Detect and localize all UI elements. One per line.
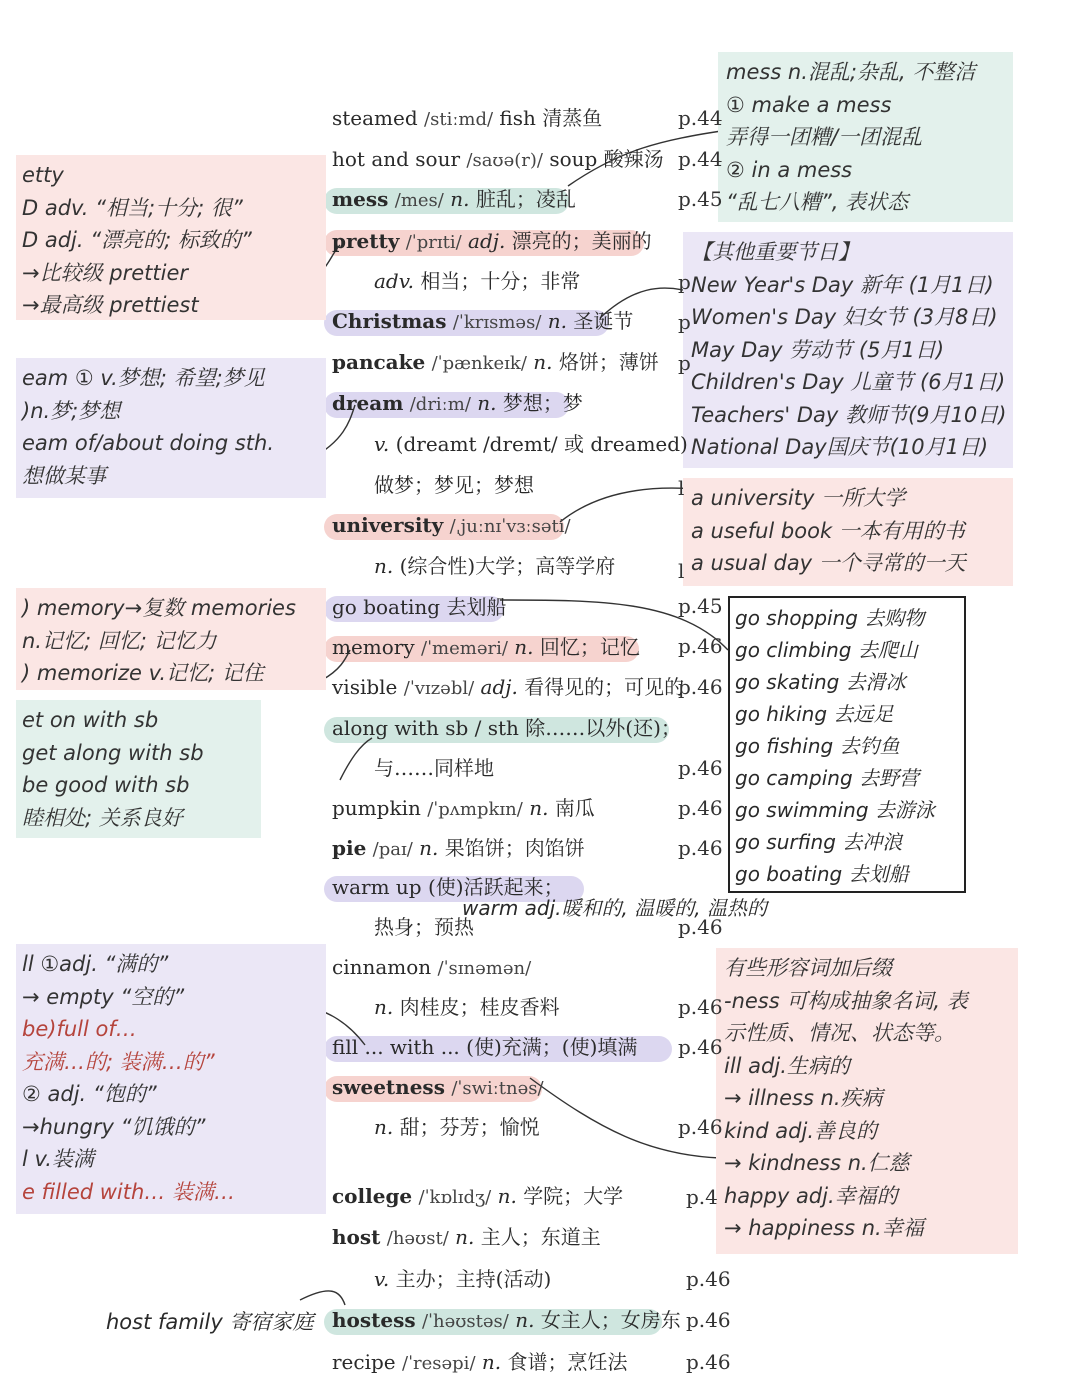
- card-line: ) memorize v.记忆; 记住: [22, 661, 264, 685]
- vocab-entry: [374, 429, 688, 459]
- card-line: 睦相处; 关系良好: [22, 805, 183, 830]
- entry-word: dream: [332, 391, 404, 415]
- go-activity-item: go fishing 去钓鱼: [735, 734, 900, 758]
- page-reference: p.46: [678, 836, 723, 860]
- card-ness-notes: [716, 948, 1018, 1254]
- entry-word: Christmas: [332, 309, 447, 333]
- card-line: eam ① v.梦想; 希望;梦见: [22, 366, 265, 390]
- card-line: D adj. “漂亮的; 标致的”: [22, 228, 252, 252]
- card-line: →比较级 prettier: [22, 260, 189, 285]
- card-line: eam of/about doing sth.: [22, 431, 274, 455]
- entry-pronunciation: /ˈhəʊstəs/: [421, 1311, 509, 1332]
- entry-meaning: 食谱；烹饪法: [507, 1350, 628, 1374]
- page-reference: p.46: [686, 1350, 731, 1374]
- entry-meaning: (综合性)大学；高等学府: [399, 554, 616, 578]
- card-line: a university 一所大学: [691, 486, 906, 510]
- entry-meaning: 脏乱；凌乱: [475, 187, 576, 211]
- page-reference: p: [678, 351, 691, 375]
- entry-part-of-speech: n.: [374, 1115, 394, 1139]
- card-line: 想做某事: [22, 463, 106, 488]
- card-line: ll ①adj. “满的”: [22, 952, 169, 976]
- connector-along-with: [340, 738, 372, 780]
- entry-pronunciation: /saʊə(r)/: [466, 150, 543, 171]
- entry-part-of-speech: adj.: [468, 229, 506, 253]
- vocab-entry: [374, 551, 615, 581]
- vocab-entry: [374, 1112, 540, 1142]
- entry-word: mess: [332, 187, 389, 211]
- vocab-entry: [332, 1347, 627, 1377]
- vocab-entry: [374, 753, 494, 783]
- entry-part-of-speech: n.: [374, 554, 394, 578]
- entry-word: sweetness: [332, 1075, 445, 1099]
- entry-word: memory: [332, 635, 415, 659]
- card-line: ② adj. “饱的”: [22, 1082, 157, 1106]
- go-activity-item: go surfing 去冲浪: [735, 830, 903, 854]
- card-line: a usual day 一个寻常的一天: [691, 551, 966, 575]
- entry-pronunciation: /stiːmd/: [424, 109, 494, 130]
- vocab-entry: [374, 992, 560, 1022]
- entry-part-of-speech: n.: [419, 836, 439, 860]
- page-reference: p.46: [678, 1115, 723, 1139]
- vocab-entry: [332, 347, 659, 377]
- entry-meaning: 主办；主持(活动): [395, 1267, 552, 1291]
- entry-meaning: soup 酸辣汤: [549, 147, 664, 171]
- entry-word: hostess: [332, 1308, 416, 1332]
- go-activity-item: go shopping 去购物: [735, 606, 925, 630]
- vocab-entry: [332, 713, 681, 743]
- page-reference: p: [678, 310, 691, 334]
- entry-meaning: 除……以外(还)；: [525, 716, 681, 740]
- go-activity-item: go climbing 去爬山: [735, 638, 918, 662]
- entry-pronunciation: /ˈsɪnəmən/: [437, 958, 532, 979]
- vocab-entry: [332, 672, 684, 702]
- page-reference: p.44: [678, 106, 723, 130]
- card-line: ① make a mess: [726, 92, 892, 117]
- vocab-entry: [332, 632, 640, 662]
- entry-word: pie: [332, 836, 367, 860]
- entry-word: pancake: [332, 350, 426, 374]
- entry-word: college: [332, 1184, 413, 1208]
- entry-meaning: (使)活跃起来；: [427, 875, 564, 899]
- entry-part-of-speech: adv.: [374, 269, 415, 293]
- page-reference: p.46: [678, 1035, 723, 1059]
- card-line: May Day 劳动节 (5月1日): [691, 337, 945, 362]
- entry-pronunciation: /driːm/: [409, 394, 471, 415]
- card-line: → empty “空的”: [22, 984, 185, 1009]
- vocab-entry: [332, 144, 664, 174]
- card-line: New Year's Day 新年 (1月1日): [691, 272, 994, 297]
- vocab-entry: [374, 912, 474, 942]
- vocab-entry: [332, 1032, 637, 1062]
- card-line: e filled with… 装满…: [22, 1179, 235, 1204]
- entry-meaning: (dreamt /dremt/ 或 dreamed): [395, 432, 688, 456]
- card-line: etty: [22, 163, 64, 187]
- entry-part-of-speech: n.: [374, 995, 394, 1019]
- vocab-entry: [332, 1072, 544, 1102]
- card-line: kind adj.善良的: [724, 1118, 878, 1143]
- entry-word: visible: [332, 675, 398, 699]
- card-line: be)full of…: [22, 1017, 137, 1041]
- card-line: Women's Day 妇女节 (3月8日): [691, 305, 998, 329]
- entry-part-of-speech: adj.: [480, 675, 518, 699]
- entry-meaning: 甜；芬芳；愉悦: [399, 1115, 540, 1139]
- go-activity-item: go camping 去野营: [735, 766, 920, 790]
- entry-meaning: 果馅饼；肉馅饼: [444, 836, 585, 860]
- vocab-entry: [374, 470, 534, 500]
- card-line: “乱七八糟”, 表状态: [726, 190, 909, 214]
- entry-word: pretty: [332, 229, 400, 253]
- vocab-entry: [332, 833, 585, 863]
- vocab-entry: [332, 510, 571, 540]
- card-full-notes: [16, 944, 326, 1214]
- entry-pronunciation: /ˈkrɪsməs/: [452, 312, 542, 333]
- entry-meaning: 看得见的；可见的: [524, 675, 685, 699]
- vocab-entry: [332, 1305, 681, 1335]
- entry-part-of-speech: n.: [481, 1350, 502, 1374]
- vocab-entry: [332, 388, 583, 418]
- entry-part-of-speech: n.: [515, 1308, 535, 1332]
- entry-meaning: 回忆；记忆: [539, 635, 640, 659]
- page-reference: p.46: [678, 915, 723, 939]
- card-line: happy adj.幸福的: [724, 1183, 898, 1208]
- entry-part-of-speech: n.: [529, 796, 549, 820]
- entry-part-of-speech: v.: [374, 432, 390, 456]
- page-reference: p.46: [678, 995, 723, 1019]
- card-line: → illness n.疾病: [724, 1086, 883, 1110]
- entry-word: steamed: [332, 106, 418, 130]
- card-line: → kindness n.仁慈: [724, 1151, 910, 1175]
- entry-meaning: 梦想；梦: [502, 391, 583, 415]
- entry-part-of-speech: n.: [455, 1225, 475, 1249]
- entry-pronunciation: /ˈresəpi/: [402, 1353, 476, 1374]
- entry-pronunciation: /ˈswiːtnəs/: [451, 1078, 544, 1099]
- entry-part-of-speech: n.: [533, 350, 553, 374]
- connector-hostess: [300, 1291, 345, 1305]
- card-line: 弄得一团糟/一团混乱: [726, 125, 923, 149]
- card-line: 【其他重要节日】: [691, 240, 859, 264]
- entry-meaning: 去划船: [446, 595, 507, 619]
- card-pretty-notes: [16, 155, 326, 320]
- card-line: )n.梦;梦想: [22, 398, 121, 423]
- card-memory-notes: [16, 588, 326, 690]
- entry-meaning: 热身；预热: [374, 915, 474, 939]
- card-line: 充满…的; 装满…的”: [22, 1049, 215, 1074]
- card-line: be good with sb: [22, 773, 190, 797]
- entry-pronunciation: /ˈprɪti/: [405, 232, 462, 253]
- page-reference: p.45: [678, 594, 723, 618]
- entry-meaning: fish 清蒸鱼: [499, 106, 603, 130]
- entry-word: warm up: [332, 875, 422, 899]
- page-reference: l: [678, 559, 685, 583]
- entry-word: hot and sour: [332, 147, 461, 171]
- card-line: et on with sb: [22, 708, 159, 732]
- page-reference: p.46: [678, 634, 723, 658]
- page-reference: p.44: [678, 147, 723, 171]
- card-line: 有些形容词加后缀: [724, 956, 892, 980]
- entry-word: go boating: [332, 595, 441, 619]
- entry-meaning: (使)充满；(使)填满: [466, 1035, 638, 1059]
- card-line: Children's Day 儿童节 (6月1日): [691, 370, 1006, 394]
- vocab-entry: [332, 306, 633, 336]
- card-line: National Day国庆节(10月1日): [691, 435, 989, 459]
- entry-meaning: 女主人；女房东: [540, 1308, 681, 1332]
- entry-part-of-speech: n.: [450, 187, 470, 211]
- go-activity-item: go boating 去划船: [735, 862, 909, 886]
- page-reference: p.45: [678, 187, 723, 211]
- entry-meaning: 南瓜: [554, 796, 595, 820]
- entry-meaning: 漂亮的；美丽的: [511, 229, 652, 253]
- card-line: → happiness n.幸福: [724, 1216, 924, 1240]
- entry-word: along with sb / sth: [332, 716, 519, 740]
- entry-word: host: [332, 1225, 381, 1249]
- card-holidays-notes: [683, 232, 1013, 468]
- entry-pronunciation: /paɪ/: [372, 839, 413, 860]
- vocab-entry: [332, 226, 652, 256]
- entry-pronunciation: /mes/: [394, 190, 444, 211]
- entry-meaning: 学院；大学: [523, 1184, 624, 1208]
- vocab-entry: [332, 952, 531, 982]
- vocab-entry: [374, 266, 580, 296]
- vocab-entry: [332, 592, 506, 622]
- entry-part-of-speech: n.: [477, 391, 497, 415]
- entry-meaning: 烙饼；薄饼: [558, 350, 659, 374]
- vocab-entry: [332, 184, 576, 214]
- page-reference: p.4: [686, 1185, 718, 1209]
- entry-word: university: [332, 513, 444, 537]
- card-line: l v.装满: [22, 1147, 94, 1171]
- card-line: Teachers' Day 教师节(9月10日): [691, 402, 1007, 427]
- card-line: ② in a mess: [726, 157, 853, 182]
- page-reference: l: [678, 476, 685, 500]
- card-line: mess n.混乱;杂乱, 不整洁: [726, 60, 976, 84]
- page-reference: p.46: [678, 675, 723, 699]
- card-line: a useful book 一本有用的书: [691, 518, 965, 543]
- entry-word: cinnamon: [332, 955, 432, 979]
- card-dream-notes: [16, 358, 326, 498]
- go-activity-item: go hiking 去远足: [735, 702, 894, 726]
- entry-pronunciation: /ˈkɒlɪdʒ/: [418, 1187, 492, 1208]
- entry-part-of-speech: n.: [547, 309, 567, 333]
- card-line: →hungry “饥饿的”: [22, 1114, 206, 1139]
- entry-pronunciation: /həʊst/: [386, 1228, 449, 1249]
- card-line: get along with sb: [22, 740, 204, 765]
- vocab-entry: [332, 1222, 601, 1252]
- vocab-entry: [374, 1264, 551, 1294]
- entry-meaning: 做梦；梦见；梦想: [374, 473, 534, 497]
- page-reference: p.46: [686, 1308, 731, 1332]
- card-line: -ness 可构成抽象名词, 表: [724, 988, 968, 1013]
- entry-pronunciation: /ˈpʌmpkɪn/: [427, 799, 523, 820]
- card-line: 示性质、情况、状态等。: [724, 1021, 955, 1045]
- vocab-entry: [332, 793, 595, 823]
- page-reference: p.46: [686, 1267, 731, 1291]
- card-line: →最高级 prettiest: [22, 293, 199, 317]
- card-line: ill adj.生病的: [724, 1053, 850, 1078]
- entry-meaning: 相当；十分；非常: [420, 269, 581, 293]
- entry-word: recipe: [332, 1350, 396, 1374]
- vocab-entry: [332, 1181, 623, 1211]
- card-line: ) memory→复数 memories: [22, 596, 296, 620]
- card-line: D adv. “相当;十分; 很”: [22, 195, 243, 220]
- warm-adjective-note: warm adj.暖和的, 温暖的, 温热的: [462, 896, 767, 920]
- go-activities-box: [728, 596, 966, 893]
- page-reference: p.46: [678, 796, 723, 820]
- go-activity-item: go swimming 去游泳: [735, 798, 935, 822]
- card-get-on-notes: [16, 700, 261, 838]
- card-line: n.记忆; 回忆; 记忆力: [22, 628, 217, 653]
- entry-meaning: 肉桂皮；桂皮香料: [399, 995, 560, 1019]
- entry-part-of-speech: v.: [374, 1267, 390, 1291]
- entry-part-of-speech: n.: [497, 1184, 517, 1208]
- entry-pronunciation: /ˌjuːnɪˈvɜːsəti/: [449, 516, 571, 537]
- host-family-note: host family 寄宿家庭: [106, 1310, 314, 1334]
- entry-meaning: 圣诞节: [573, 309, 634, 333]
- entry-pronunciation: /ˈmeməri/: [421, 638, 508, 659]
- entry-meaning: 主人；东道主: [480, 1225, 601, 1249]
- entry-pronunciation: /ˈvɪzəbl/: [403, 678, 475, 699]
- entry-meaning: 与……同样地: [374, 756, 494, 780]
- card-article-notes: [683, 478, 1013, 586]
- page-reference: p: [678, 270, 691, 294]
- card-mess-notes: [718, 52, 1013, 222]
- entry-pronunciation: /ˈpænkeɪk/: [431, 353, 527, 374]
- vocab-entry: [332, 103, 602, 133]
- entry-word: fill ... with ...: [332, 1035, 460, 1059]
- entry-part-of-speech: n.: [514, 635, 534, 659]
- page-reference: p.46: [678, 756, 723, 780]
- entry-word: pumpkin: [332, 796, 421, 820]
- go-activity-item: go skating 去滑冰: [735, 670, 906, 694]
